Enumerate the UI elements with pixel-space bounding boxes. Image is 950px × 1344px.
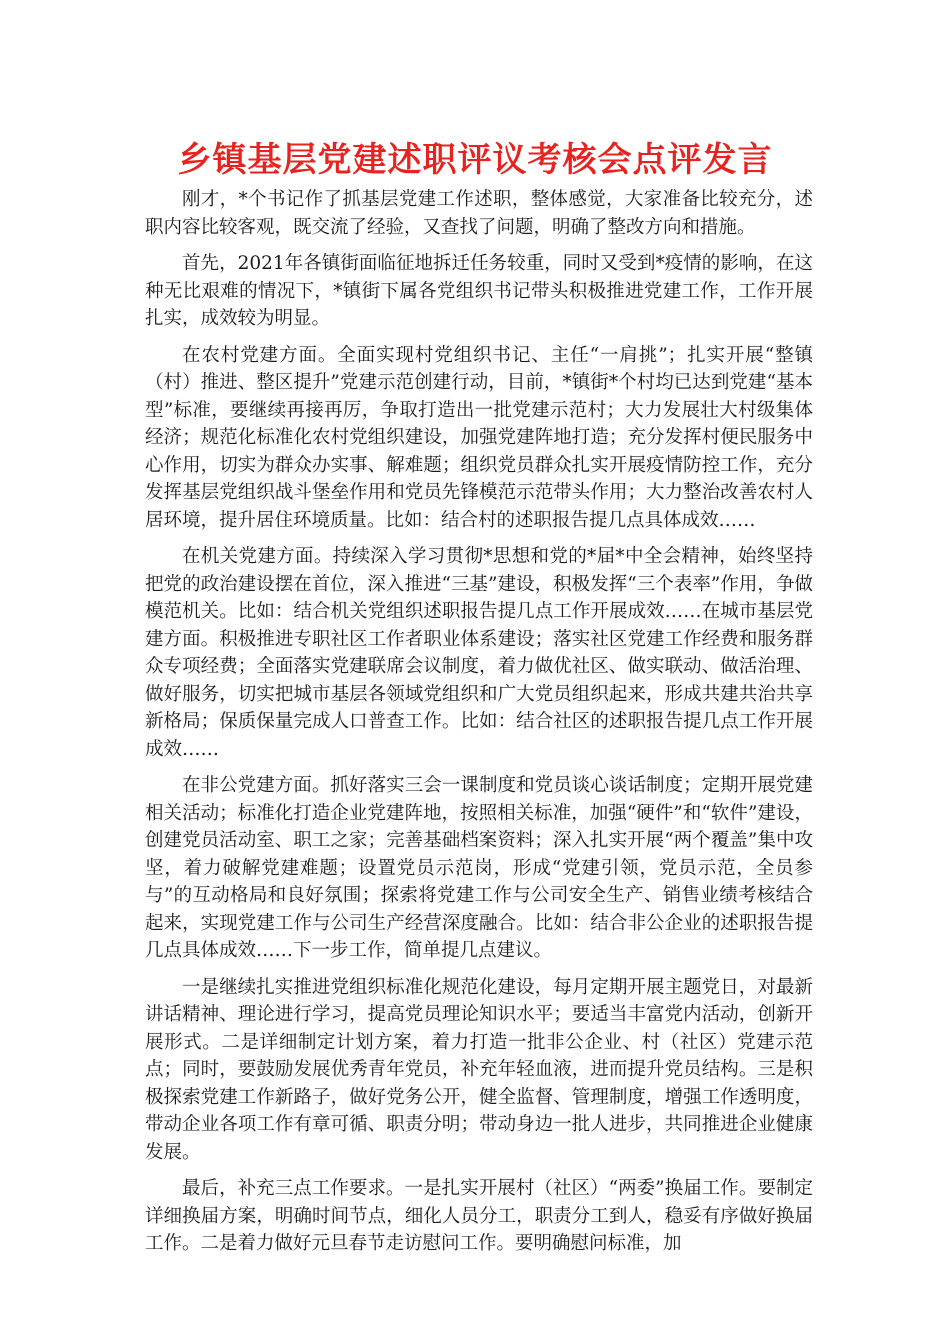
paragraph-agency-party-building: 在机关党建方面。持续深入学习贯彻*思想和党的*届*中全会精神，始终坚持把党的政治建设摆在首位，深入推进“三基”建设，积极发挥“三个表率”作用，争做模范机关。比如：结合机关党组织述职报告提几点工作开展成效……在城市基层党建方面。积极推进专职社区工作者职业体系建设；落实社区党建工作经费和服务群众专项经费；全面落实党建联席会议制度，着力做优社区、做实联动、做活治理、做好服务，切实把城市基层各领域党组织和广大党员组织起来，形成共建共治共享新格局；保质保量完成人口普查工作。比如：结合社区的述职报告提几点工作开展成效…… — [145, 546, 813, 760]
paragraph-opening: 刚才，*个书记作了抓基层党建工作述职，整体感觉，大家准备比较充分，述职内容比较客观，既交流了经验，又查找了问题，明确了整改方向和措施。 — [145, 189, 813, 238]
document-title: 乡镇基层党建述职评议考核会点评发言 — [177, 140, 773, 180]
paragraph-overview: 首先，2021年各镇街面临征地拆迁任务较重，同时又受到*疫情的影响，在这种无比艰难的情况下，*镇街下属各党组织书记带头积极推进党建工作，工作开展扎实，成效较为明显。 — [145, 253, 813, 329]
paragraph-requirements: 最后，补充三点工作要求。一是扎实开展村（社区）“两委”换届工作。要制定详细换届方案，明确时间节点，细化人员分工，职责分工到人，稳妥有序做好换届工作。二是着力做好元旦春节走访慰问工作。要明确慰问标准，加 — [145, 1178, 813, 1254]
document-body — [145, 186, 813, 1267]
paragraph-rural-party-building: 在农村党建方面。全面实现村党组织书记、主任“一肩挑”；扎实开展“整镇（村）推进、整区提升”党建示范创建行动，目前，*镇街*个村均已达到党建“基本型”标准，要继续再接再厉，争取打造出一批党建示范村；大力发展壮大村级集体经济；规范化标准化农村党组织建设，加强党建阵地打造；充分发挥村便民服务中心作用，切实为群众办实事、解难题；组织党员群众扎实开展疫情防控工作，充分发挥基层党组织战斗堡垒作用和党员先锋模范示范带头作用；大力整治改善农村人居环境，提升居住环境质量。比如：结合村的述职报告提几点具体成效…… — [145, 344, 813, 531]
paragraph-suggestions: 一是继续扎实推进党组织标准化规范化建设，每月定期开展主题党日，对最新讲话精神、理论进行学习，提高党员理论知识水平；要适当丰富党内活动，创新开展形式。二是详细制定计划方案，着力打造一批非公企业、村（社区）党建示范点；同时，要鼓励发展优秀青年党员，补充年轻血液，进而提升党员结构。三是积极探索党建工作新路子，做好党务公开，健全监督、管理制度，增强工作透明度，带动企业各项工作有章可循、职责分明；带动身边一批人进步，共同推进企业健康发展。 — [145, 976, 813, 1163]
paragraph-non-public-party-building: 在非公党建方面。抓好落实三会一课制度和党员谈心谈话制度；定期开展党建相关活动；标准化打造企业党建阵地，按照相关标准，加强“硬件”和“软件”建设，创建党员活动室、职工之家；完善基础档案资料；深入扎实开展“两个覆盖”集中攻坚，着力破解党建难题；设置党员示范岗，形成“党建引领，党员示范，全员参与”的互动格局和良好氛围；探索将党建工作与公司安全生产、销售业绩考核结合起来，实现党建工作与公司生产经营深度融合。比如：结合非公企业的述职报告提几点具体成效……下一步工作，简单提几点建议。 — [145, 775, 813, 961]
